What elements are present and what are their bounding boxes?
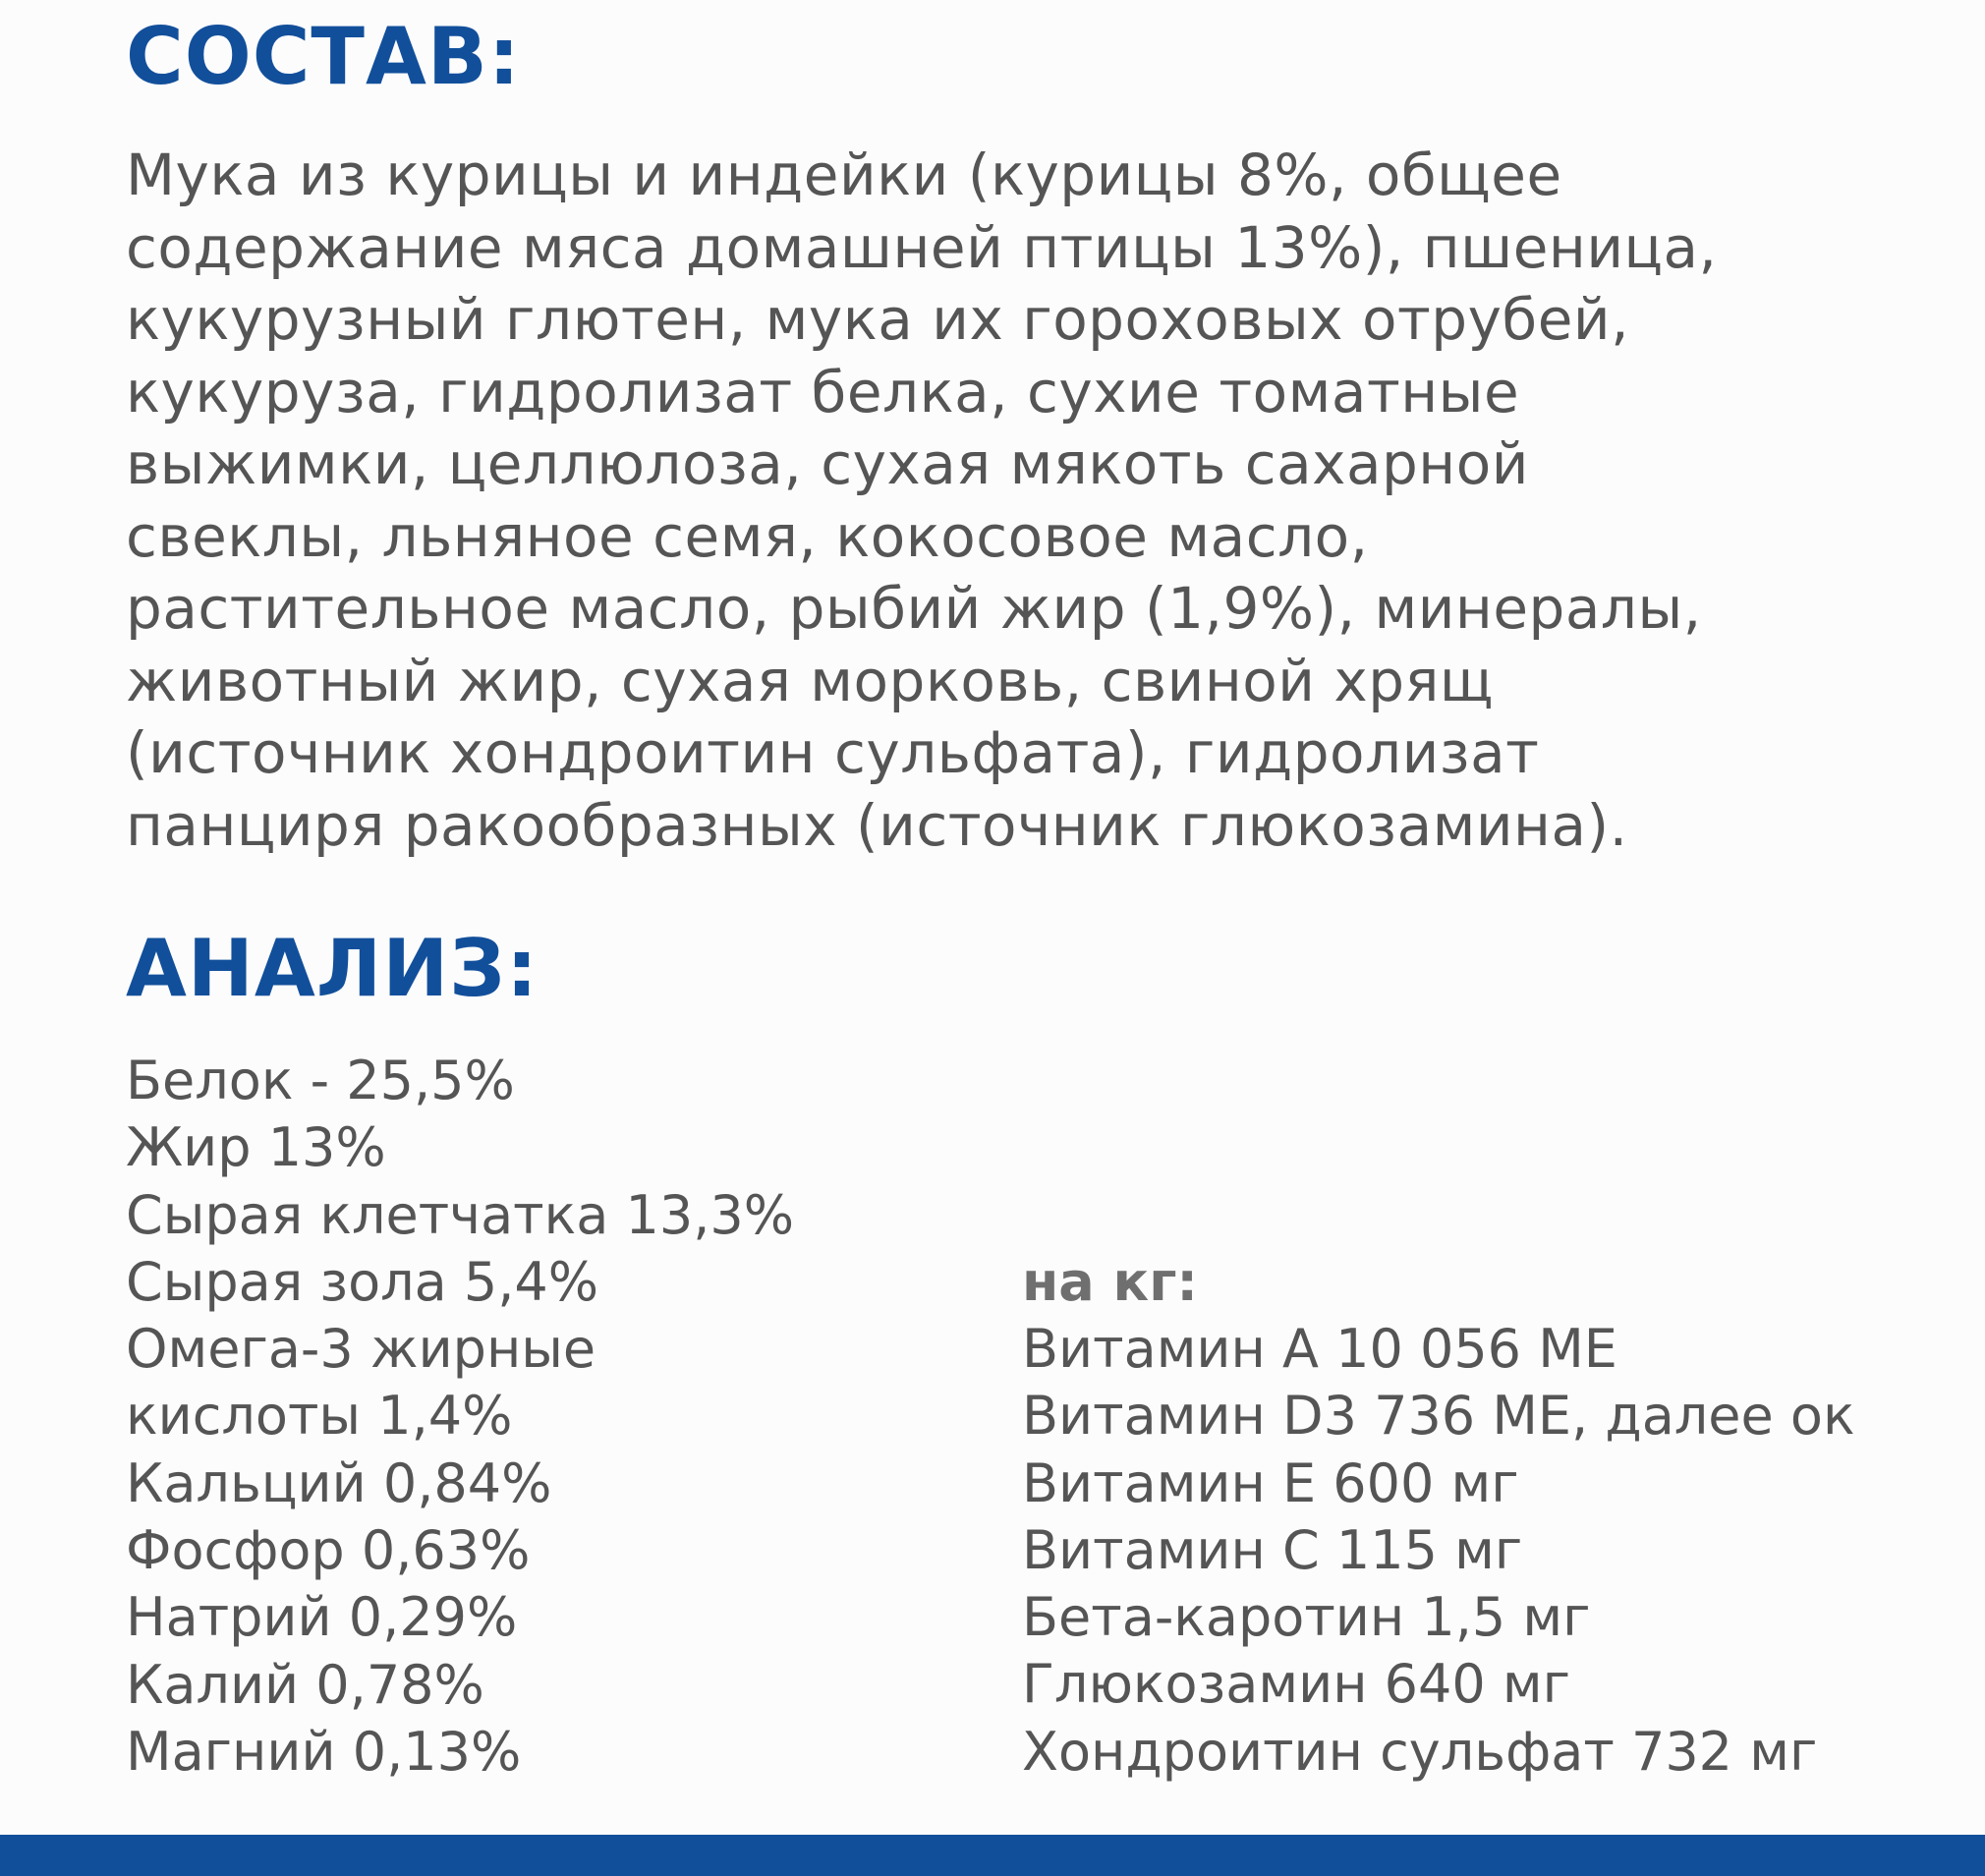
analysis-heading: АНАЛИЗ:: [126, 923, 539, 1014]
per-kg-item: Витамин Е 600 мг: [1022, 1451, 1519, 1514]
composition-line: выжимки, целлюлоза, сухая мякоть сахарной: [126, 430, 1529, 497]
analysis-item: Натрий 0,29%: [126, 1586, 518, 1649]
analysis-item: Белок - 25,5%: [126, 1050, 515, 1111]
composition-line: Мука из курицы и индейки (курицы 8%, общее: [126, 142, 1562, 208]
composition-line: растительное масло, рыбий жир (1,9%), минералы,: [126, 575, 1702, 642]
analysis-item: Омега-3 жирные: [126, 1318, 596, 1381]
per-kg-heading: на кг:: [1022, 1251, 1199, 1313]
per-kg-item: Витамин D3 736 МЕ, далее ок: [1022, 1385, 1855, 1448]
analysis-item: Кальций 0,84%: [126, 1451, 552, 1514]
per-kg-item: Бета-каротин 1,5 мг: [1022, 1586, 1591, 1649]
analysis-item: Сырая клетчатка 13,3%: [126, 1183, 795, 1246]
composition-line: животный жир, сухая морковь, свиной хрящ: [126, 647, 1495, 714]
composition-line: содержание мяса домашней птицы 13%), пшеница,: [126, 213, 1718, 281]
analysis-item: Фосфор 0,63%: [126, 1519, 531, 1582]
per-kg-item: Витамин С 115 мг: [1022, 1518, 1523, 1581]
analysis-item: кислоты 1,4%: [126, 1385, 513, 1448]
per-kg-item: Глюкозамин 640 мг: [1022, 1653, 1571, 1716]
analysis-item: Сырая зола 5,4%: [126, 1250, 599, 1313]
composition-line: панциря ракообразных (источник глюкозамина).: [126, 791, 1628, 859]
composition-line: кукурузный глютен, мука их гороховых отрубей,: [126, 286, 1630, 353]
bottom-accent-bar: [0, 1835, 1985, 1876]
composition-heading: СОСТАВ:: [126, 11, 521, 102]
per-kg-list: [1022, 1316, 1855, 1786]
composition-line: (источник хондроитин сульфата), гидролизат: [126, 719, 1540, 786]
analysis-list: [126, 1048, 794, 1786]
analysis-item: Магний 0,13%: [126, 1720, 522, 1783]
analysis-item: Калий 0,78%: [126, 1653, 484, 1716]
per-kg-item: Витамин А 10 056 МЕ: [1022, 1318, 1617, 1380]
composition-line: кукуруза, гидролизат белка, сухие томатные: [126, 358, 1520, 426]
analysis-item: Жир 13%: [126, 1116, 386, 1179]
composition-line: свеклы, льняное семя, кокосовое масло,: [126, 502, 1369, 570]
composition-text: [126, 140, 1717, 862]
per-kg-item: Хондроитин сульфат 732 мг: [1022, 1720, 1818, 1783]
